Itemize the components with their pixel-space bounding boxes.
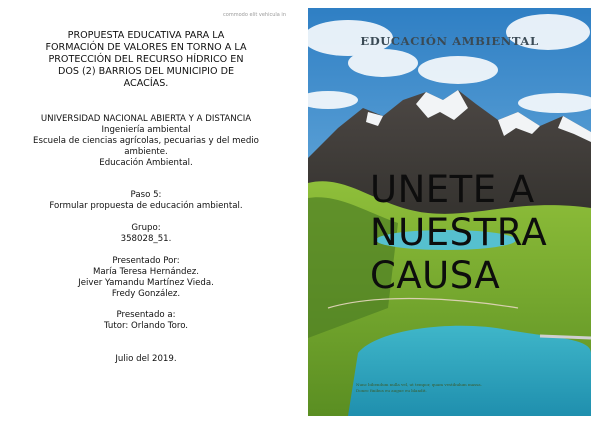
title-line: FORMACIÓN DE VALORES EN TORNO A LA	[45, 42, 247, 53]
step-line: Formular propuesta de educación ambiental.	[49, 201, 243, 211]
presented-to-line: Presentado a:	[116, 310, 176, 320]
presented-to-block	[22, 310, 270, 332]
slogan-line: CAUSA	[370, 254, 501, 297]
institution-block	[22, 114, 270, 169]
date-block	[22, 354, 270, 365]
step-line: Paso 5:	[130, 190, 162, 200]
cover-footnote	[356, 382, 566, 394]
institution-line: UNIVERSIDAD NACIONAL ABIERTA Y A DISTANCIA	[40, 114, 252, 124]
document-title	[22, 30, 270, 90]
title-line: DOS (2) BARRIOS DEL MUNICIPIO DE	[57, 66, 235, 77]
slogan-line: NUESTRA	[370, 211, 548, 254]
slogan-line: UNETE A	[370, 168, 535, 211]
group-line: 358028_51.	[120, 234, 172, 244]
cover-slogan	[370, 168, 547, 297]
presented-by-line: Jeiver Yamandu Martínez Vieda.	[78, 278, 214, 288]
cover-page	[308, 8, 591, 416]
title-line: PROTECCIÓN DEL RECURSO HÍDRICO EN	[48, 54, 244, 65]
group-line: Grupo:	[131, 223, 161, 233]
cover-header: EDUCACIÓN AMBIENTAL	[360, 34, 539, 48]
presented-by-line: Fredy González.	[111, 289, 181, 299]
footnote-line: Donec finibus eu augue eu blandit.	[356, 388, 427, 393]
institution-line: Ingeniería ambiental	[101, 125, 191, 135]
title-line: PROPUESTA EDUCATIVA PARA LA	[67, 30, 225, 41]
footnote-line: Nunc bibendum nulla vel, ut tempor, quam vestibulum massa.	[356, 382, 482, 387]
institution-line: ambiente.	[124, 147, 168, 157]
presented-by-block	[22, 256, 270, 300]
institution-line: Educación Ambiental.	[99, 158, 193, 168]
presented-to-line: Tutor: Orlando Toro.	[103, 321, 189, 331]
step-block	[22, 190, 270, 212]
institution-line: Escuela de ciencias agrícolas, pecuarias y del medio	[33, 136, 259, 146]
corner-note: commodo elit vehicula in	[223, 12, 286, 18]
presented-by-line: María Teresa Hernández.	[92, 267, 200, 277]
presented-by-line: Presentado Por:	[112, 256, 180, 266]
date-line: Julio del 2019.	[115, 354, 177, 364]
group-block	[22, 223, 270, 245]
title-line: ACACÍAS.	[123, 78, 169, 89]
